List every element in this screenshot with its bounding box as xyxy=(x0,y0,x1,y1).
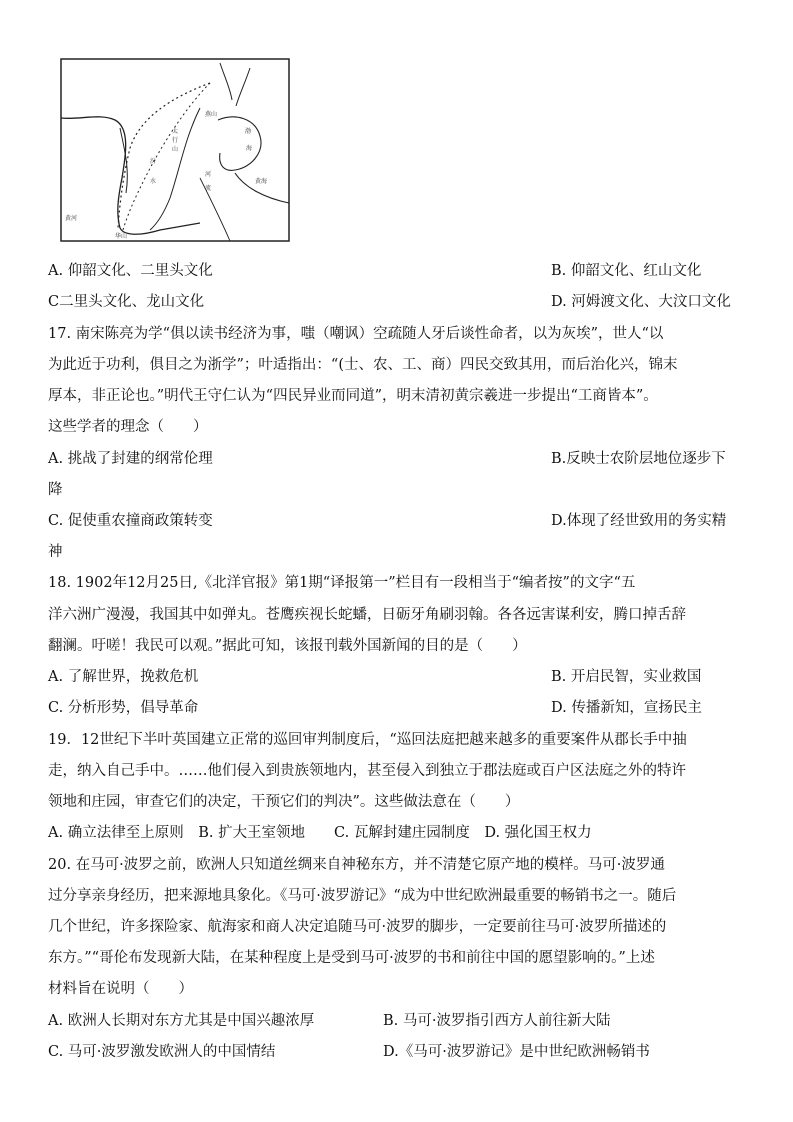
q17-option-b-cont: 降 xyxy=(48,482,63,498)
label-yanshan: 燕山 xyxy=(205,111,218,118)
q18-option-a: A. 了解世界，挽救危机 xyxy=(48,669,199,685)
q20-stem-line-4: 东方。”“哥伦布发现新大陆，在某种程度上是受到马可·波罗的书和前往中国的愿望影响的。”上述 xyxy=(48,950,655,966)
q16-option-a: A. 仰韶文化、二里头文化 xyxy=(48,263,213,279)
q18-option-b: B. 开启民智，实业救国 xyxy=(551,669,702,685)
label-huanghai: 黄海 xyxy=(255,178,268,185)
q20-option-b: B. 马可·波罗指引西方人前往新大陆 xyxy=(383,1013,611,1029)
q16-option-c: C二里头文化、龙山文化 xyxy=(48,294,205,310)
q17-stem-line-4: 这些学者的理念（ ） xyxy=(48,419,208,435)
q17-stem-line-1: 17. 南宋陈亮为学“俱以读书经济为事，嗤（嘲讽）空疏随人牙后谈性命者，以为灰埃”，世人“以 xyxy=(48,326,664,342)
q18-option-c: C. 分析形势，倡导革命 xyxy=(48,700,199,716)
q17-option-a: A. 挑战了封建的纲常伦理 xyxy=(48,451,213,467)
label-tai: 太 xyxy=(172,128,179,135)
ancient-culture-map xyxy=(60,58,290,242)
q20-option-c: C. 马可·波罗激发欧洲人的中国情结 xyxy=(48,1044,276,1060)
q19-stem-line-3: 领地和庄园，审查它们的决定，干预它们的判决”。这些做法意在（ ） xyxy=(48,794,520,810)
label-shui: 水 xyxy=(150,178,157,185)
q19-stem-line-1: 19．12世纪下半叶英国建立正常的巡回审判制度后，“巡回法庭把越来越多的重要案件从郡长手中抽 xyxy=(48,732,687,748)
q18-stem-line-2: 洋六洲广漫漫，我国其中如弹丸。苍鹰疾视长蛇蟠，日砺牙角刷羽翰。各各远害谋利安，腾口掉舌辞 xyxy=(48,607,686,623)
label-bo: 渤 xyxy=(245,128,252,135)
q17-option-d-cont: 神 xyxy=(48,544,63,560)
label-he: 河 xyxy=(205,171,212,178)
q20-stem-line-5: 材料旨在说明（ ） xyxy=(48,981,193,997)
q16-option-b: B. 仰韶文化、红山文化 xyxy=(551,263,702,279)
q20-stem-line-3: 几个世纪，许多探险家、航海家和商人决定追随马可·波罗的脚步，一定要前往马可·波罗所描述的 xyxy=(48,919,667,935)
q17-stem-line-3: 厚本，非正论也。”明代王守仁认为“四民异业而同道”，明末清初黄宗羲进一步提出“工商皆本”。 xyxy=(48,388,658,404)
q20-option-d: D.《马可·波罗游记》是中世纪欧洲畅销书 xyxy=(383,1044,650,1060)
q17-option-d: D.体现了经世致用的务实精 xyxy=(551,513,727,529)
label-hang: 行 xyxy=(172,137,179,144)
q17-stem-line-2: 为此近于功利，俱目之为浙学”；叶适指出：“(士、农、工、商）四民交致其用，而后治化兴，锦末 xyxy=(48,357,678,373)
label-fen: 汾 xyxy=(150,158,157,165)
label-shan: 山 xyxy=(172,146,179,153)
q17-option-b: B.反映士农阶层地位逐步下 xyxy=(551,451,726,467)
q16-option-d: D. 河姆渡文化、大汶口文化 xyxy=(551,294,731,310)
q20-stem-line-1: 20. 在马可·波罗之前，欧洲人只知道丝绸来自神秘东方，并不清楚它原产地的模样。马可·波罗通 xyxy=(48,857,665,873)
q20-option-a: A. 欧洲人长期对东方尤其是中国兴趣浓厚 xyxy=(48,1013,315,1029)
q19-stem-line-2: 走，纳入自己手中。……他们侵入到贵族领地内，甚至侵入到独立于郡法庭或百户区法庭之外的特许 xyxy=(48,763,686,779)
q18-stem-line-3: 翻澜。吁嗟！我民可以观。”据此可知，该报刊载外国新闻的目的是（ ） xyxy=(48,638,527,654)
q18-stem-line-1: 18. 1902年12月25日,《北洋官报》第1期“译报第一”栏目有一段相当于“编者按”的文字“五 xyxy=(48,575,636,591)
q20-stem-line-2: 过分享亲身经历，把来源地具象化。《马可·波罗游记》“成为中世纪欧洲最重要的畅销书之一。随后 xyxy=(48,888,677,904)
q19-options: A. 确立法律至上原则 B. 扩大王室领地 C. 瓦解封建庄园制度 D. 强化国王权力 xyxy=(48,825,592,841)
label-liu: 流 xyxy=(205,185,212,192)
q17-option-c: C. 促使重农撞商政策转变 xyxy=(48,513,213,529)
label-hai: 海 xyxy=(246,145,253,152)
label-huanghe: 黄河 xyxy=(65,215,78,222)
label-huashan: 华山 xyxy=(115,233,128,240)
q18-option-d: D. 传播新知，宣扬民主 xyxy=(551,700,702,716)
